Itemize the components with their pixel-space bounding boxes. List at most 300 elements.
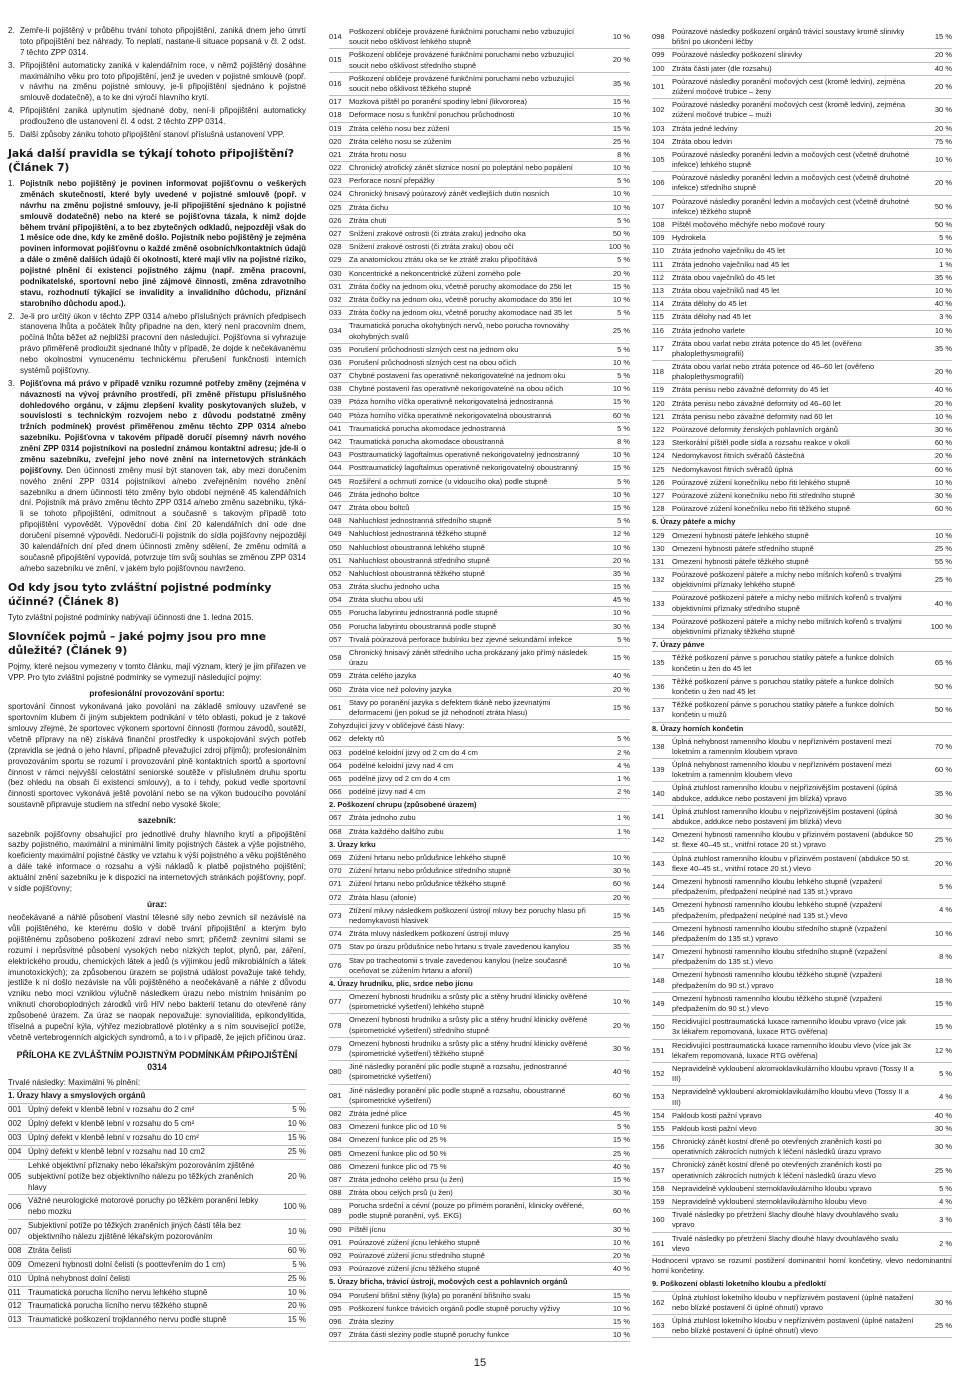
table-row: [329, 1250, 630, 1263]
table-row: [329, 852, 630, 865]
row-description: Poúrazové následky poškození slinivky: [672, 50, 803, 60]
table-row: [652, 853, 952, 876]
row-code: 093: [329, 1264, 342, 1274]
row-code: 119: [652, 385, 664, 395]
row-percent: 40 %: [934, 1110, 952, 1120]
row-description: Úplná nehybnost ramenního kloubu v nepříznivém postavení mezi loketním a ramenním kloubem vpravo: [672, 736, 892, 756]
row-code: 087: [329, 1174, 342, 1184]
section-6-heading: 6. Úrazy páteře a míchy: [652, 516, 952, 529]
row-description: Omezení hybnosti dolní čelisti (s poottevřením do 1 cm): [28, 1259, 226, 1269]
table-row: [8, 1287, 306, 1301]
item-number: 1.: [8, 179, 15, 189]
row-percent: 65 %: [934, 658, 952, 668]
table-row: [329, 96, 630, 109]
table-row: [329, 396, 630, 409]
row-description: Omezení hybnosti páteře středního stupně: [672, 543, 814, 553]
article-7-item-1: [8, 179, 306, 310]
row-code: 091: [329, 1237, 342, 1247]
row-percent: 10 %: [612, 489, 630, 499]
row-percent: 60 %: [934, 464, 952, 474]
row-description: Úplná ztuhlost ramenního kloubu v nejpříznivějším postavení (úplná abdukce, addukce nebo postavení jim blízká) vpravo: [672, 783, 898, 803]
row-code: 074: [329, 929, 342, 939]
row-percent: 30 %: [934, 1123, 952, 1133]
row-description: Subjektivní potíže po těžkých zraněních jiných částí těla bez objektivního nálezu zjištěné lékařským pozorováním: [28, 1221, 242, 1242]
row-description: Ztráta celého nosu se zúžením: [349, 136, 452, 146]
row-description: Porucha srdeční a cévní (pouze po přímém poranění, klinicky ověřené, podle stupně poranění, vyš. EKG): [349, 1201, 585, 1221]
row-description: Ztráta hrotu nosu: [349, 149, 407, 159]
table-row: [329, 162, 630, 175]
row-percent: 10 %: [287, 1287, 306, 1297]
row-description: Traumatické poškození trojklanného nervu podle stupně: [28, 1315, 227, 1325]
row-percent: 15 %: [287, 1133, 306, 1143]
row-code: 038: [329, 384, 342, 394]
table-row: [652, 530, 952, 543]
row-percent: 60 %: [934, 765, 952, 775]
row-percent: 20 %: [612, 555, 630, 565]
table-row: [652, 1233, 952, 1256]
row-description: podélné jizvy nad 4 cm: [349, 787, 426, 797]
row-percent: 50 %: [934, 220, 952, 229]
row-description: Omezení hybnosti hrudníku a srůsty plic a stěny hrudní klinicky ověřené (spirometrické vyšetření) středního stupně: [349, 1015, 588, 1035]
row-description: Ztráta každého dalšího zubu: [349, 826, 444, 836]
table-row: [652, 1016, 952, 1039]
row-description: Omezení hybnosti ramenního kloubu v přízinvém postavení (abdukce 50 st. flexe 40–45 st., vnitřní rotace 20 st.) vpravo: [672, 830, 913, 850]
row-percent: 15 %: [612, 281, 630, 291]
row-description: Omezení hybnosti hrudníku a srůsty plic a stěny hrudní klinicky ověřené (spirometrické vyšetření) lehkého stupně: [349, 992, 588, 1012]
row-code: 136: [652, 681, 665, 691]
table-row: [329, 747, 630, 760]
table-row: [329, 1014, 630, 1037]
row-description: Chronický zánět kostní dřeně po otevřených zraněních kostí po operativních zákrocích nutných k léčení následků úrazu vpravo: [672, 1137, 882, 1157]
row-code: 115: [652, 312, 664, 322]
table-row: [652, 477, 952, 490]
row-code: 008: [8, 1245, 22, 1255]
table-row: [329, 697, 630, 720]
row-description: Ztráta čočky na jednom oku, včetně poruchy akomodace do 35ti let: [349, 294, 572, 304]
row-code: 002: [8, 1119, 22, 1129]
row-percent: 10 %: [612, 202, 630, 212]
row-percent: 3 %: [939, 1215, 952, 1225]
row-code: 126: [652, 477, 665, 487]
row-description: Chronický hnisavý zánět středního ucha prokázaný jako přímý následek úrazu: [349, 648, 588, 668]
row-code: 070: [329, 866, 342, 876]
row-description: Ztížení mluvy následkem poškození ústrojí mluvy bez poruchy hlasu při nedomykavosti hlasivek: [349, 905, 586, 925]
article-6-items: [8, 26, 306, 141]
table-row: [329, 489, 630, 502]
row-code: 114: [652, 299, 664, 309]
row-description: Ztráta jednoho boltce: [349, 489, 420, 499]
table-row: [329, 1108, 630, 1121]
row-description: Těžké poškození pánve s poruchou statiky páteře a funkce dolních končetin u mužů: [672, 700, 894, 720]
row-percent: 10 %: [612, 997, 630, 1007]
row-code: 026: [329, 215, 342, 225]
row-percent: 30 %: [612, 866, 630, 876]
table-row: [652, 172, 952, 195]
table-section-5-cont: [652, 26, 952, 516]
row-code: 156: [652, 1142, 665, 1152]
row-code: 030: [329, 268, 342, 278]
table-row: [329, 423, 630, 436]
table-row: [652, 652, 952, 675]
table-row: [329, 1237, 630, 1250]
row-description: Koncentrické a nekoncentrické zúžení zorného pole: [349, 268, 521, 278]
row-code: 053: [329, 582, 342, 592]
table-row: [8, 1300, 306, 1314]
row-description: Nepravidelně vykloubení akromioklavikulárního kloubu vlevo (Tossy II a III): [672, 1087, 909, 1107]
row-code: 012: [8, 1301, 22, 1311]
row-description: Ztráta sluchu jednoho ucha: [349, 582, 440, 592]
row-code: 033: [329, 308, 342, 318]
item-number: 5.: [8, 129, 15, 139]
row-description: Úplná ztuhlost ramenního kloubu v přízinvém postavení (abdukce 50 st. flexe 40–45 st., vnitřní rotace 20 st.) vlevo: [672, 853, 911, 873]
table-section-9: [652, 1292, 952, 1339]
row-percent: 25 %: [934, 575, 952, 585]
row-description: Snížení zrakové ostrosti (či ztráta zraku) obou očí: [349, 242, 514, 252]
row-percent: 10 %: [612, 32, 630, 42]
row-description: Deformace nosu s funkční poruchou průchodnosti: [349, 110, 515, 120]
row-description: Zúžení hrtanu nebo průdušnice lehkého stupně: [349, 853, 506, 862]
article-9-intro: Pojmy, které nejsou vymezeny v tomto článku, mají význam, který je jim přiřazen ve VPP. Pro tyto zvláštní pojistné podmínky se vymezují následující pojmy:: [8, 662, 306, 683]
row-description: Ztráta obou ledvin: [672, 136, 733, 146]
row-percent: 30 %: [612, 621, 630, 631]
row-code: 014: [329, 32, 342, 42]
row-code: 142: [652, 835, 665, 845]
table-row: [652, 1136, 952, 1159]
row-percent: 15 %: [612, 702, 630, 712]
table-row: [329, 568, 630, 581]
table-row: [329, 634, 630, 647]
row-percent: 60 %: [612, 1206, 630, 1216]
row-percent: 40 %: [934, 63, 952, 73]
row-percent: 15 %: [612, 910, 630, 920]
table-row: [329, 1148, 630, 1161]
table-row: [329, 928, 630, 941]
table-row: [329, 1038, 630, 1061]
row-code: 010: [8, 1273, 22, 1283]
row-code: 106: [652, 178, 665, 188]
row-code: 084: [329, 1135, 342, 1145]
row-percent: 45 %: [612, 595, 630, 605]
item-number: 3.: [8, 378, 15, 388]
row-code: 050: [329, 542, 342, 552]
table-row: [329, 26, 630, 49]
row-code: 159: [652, 1197, 665, 1206]
row-description: Nahluchlost jednostranná středního stupně: [349, 516, 492, 526]
row-code: 124: [652, 451, 665, 461]
row-code: 051: [329, 555, 342, 565]
row-description: Omezení hybnosti ramenního kloubu těžkého stupně (vzpažení předpažením do 90 st.) vpravo: [672, 970, 883, 990]
row-description: Ptóza horního víčka operativně nekorigovatelná oboustranná: [349, 410, 552, 420]
row-description: Poúrazové zúžení konečníku nebo řiti středního stupně: [672, 490, 856, 500]
row-percent: 100 %: [283, 1201, 306, 1211]
row-description: Omezení hybnosti páteře těžkého stupně: [672, 556, 809, 566]
row-code: 022: [329, 163, 342, 173]
table-row: [652, 450, 952, 463]
numbered-item: [8, 130, 306, 141]
table-row: [329, 1174, 630, 1187]
row-percent: 5 %: [617, 308, 630, 318]
table-row: [652, 26, 952, 49]
column-middle: [329, 26, 630, 1342]
row-description: Poúrazové následky poranění ledvin a močových cest (včetně druhotné infekce) středního stupně: [672, 173, 910, 193]
row-description: Rozšíření a ochrnutí zornice (u vidoucího oka) podle stupně: [349, 476, 548, 486]
item-text: [20, 379, 306, 575]
row-description: Úplná ztuhlost loketního kloubu v nepříznivém postavení (úplné natažení nebo blízké postavení či úplné ohnutí) vpravo: [672, 1292, 914, 1312]
table-row: [329, 73, 630, 96]
row-code: 028: [329, 242, 342, 252]
item-text: Připojištění automaticky zaniká v kalendářním roce, v němž pojištěný dosáhne maximálního věku pro toto připojištění, jenž je uveden v pojistné smlouvě (popř. v návrhu na změnu pojistné smlouvy, je-li připojištění sjednáno k pojistné smlouvě dodatečně), a to ke dni výročí hlavního krytí.: [20, 60, 306, 103]
row-code: 135: [652, 658, 665, 668]
row-code: 104: [652, 136, 665, 146]
row-percent: 25 %: [934, 835, 952, 845]
row-percent: 35 %: [612, 568, 630, 578]
row-description: Ztráta celého nosu bez zúžení: [349, 123, 450, 133]
row-code: 116: [652, 325, 664, 335]
table-row: [329, 955, 630, 978]
row-code: 029: [329, 255, 342, 265]
table-row: [652, 232, 952, 245]
row-code: 097: [329, 1330, 342, 1340]
table-row: [652, 136, 952, 149]
row-percent: 15 %: [612, 653, 630, 663]
row-percent: 20 %: [612, 1020, 630, 1030]
row-code: 006: [8, 1201, 22, 1211]
article-7-item-2: [8, 312, 306, 377]
row-percent: 12 %: [612, 529, 630, 539]
row-description: Ztráta jedné plíce: [349, 1108, 407, 1118]
row-percent: 15 %: [612, 1316, 630, 1326]
row-percent: 15 %: [612, 1290, 630, 1300]
table-row: [652, 99, 952, 122]
row-description: Těžké poškození pánve s poruchou statiky páteře a funkce dolních končetin u žen nad 45 let: [672, 676, 894, 696]
row-percent: 5 %: [617, 734, 630, 744]
table-section-3: [329, 852, 630, 978]
heading-article-7: Jaká další pravidla se týkají tohoto připojištění? (Článek 7): [8, 146, 294, 175]
table-row: [329, 344, 630, 357]
row-description: Omezení hybnosti ramenního kloubu středního stupně (vzpažení předpažením do 135 st.) vlevo: [672, 947, 888, 967]
row-percent: 35 %: [934, 788, 952, 798]
row-description: Poúrazové následky poranění ledvin a močových cest (včetně druhotné infekce) lehkého stupně: [672, 149, 910, 170]
row-percent: 20 %: [612, 684, 630, 694]
row-code: 061: [329, 702, 342, 712]
row-percent: 60 %: [934, 504, 952, 514]
row-description: Ztráta jednoho zubu: [349, 813, 416, 823]
table-row: [652, 923, 952, 946]
row-percent: 60 %: [612, 410, 630, 420]
row-percent: 4 %: [939, 1197, 952, 1206]
row-percent: 20 %: [287, 1301, 306, 1311]
table-row: [329, 684, 630, 697]
row-code: 044: [329, 463, 342, 473]
table-row: [329, 991, 630, 1014]
row-code: 086: [329, 1161, 342, 1171]
row-percent: 15 %: [612, 1174, 630, 1184]
row-code: 071: [329, 879, 342, 889]
table-row: [329, 773, 630, 786]
row-description: Za anatomickou ztrátu oka se ke ztrátě zraku připočítává: [349, 255, 538, 265]
row-description: Ztráta jedné ledviny: [672, 123, 738, 133]
row-description: Poúrazové následky poranění močových cest (kromě ledvin), zejména zúžení močové trubice – ženy: [672, 76, 906, 96]
row-code: 128: [652, 504, 665, 514]
row-code: 007: [8, 1226, 22, 1236]
row-description: Vážné neurologické motorové poruchy po těžkém poranění lebky nebo mozku: [28, 1196, 259, 1217]
row-percent: 4 %: [939, 905, 952, 915]
table-row: [652, 338, 952, 361]
table-row: [652, 1063, 952, 1086]
term-sazebnik-definition: sazebník pojišťovny obsahující pro jednotlivé druhy hlavního krytí a připojištění sazby pojistného, maximální a minimální limity pojistných částek a výše pojistného, koeficienty maximální pojistné částky ve vztahu k výši pojistného a věku pojištěného a dále také informace o rozsahu a výši nákladů k platbě pojistného pojištění; aktuální znění sazebníku je k dispozici na internetových stránkách pojišťovny, popř. v sídle pojišťovny;: [8, 829, 306, 893]
row-code: 158: [652, 1183, 665, 1193]
row-code: 163: [652, 1320, 665, 1330]
row-code: 049: [329, 529, 342, 539]
row-description: Porucha labyrintu jednostranná podle stupně: [349, 608, 498, 618]
row-description: Ztráta dělohy do 45 let: [672, 299, 747, 309]
row-description: Poúrazové poškození páteře a míchy nebo míšních kořenů s trvalými objektivními příznaky lehkého stupně: [672, 570, 902, 590]
row-description: Poškození funkce trávicích orgánů podle stupně poruchy výživy: [349, 1303, 560, 1313]
row-description: Ztráta penisu nebo závažné deformity nad 60 let: [672, 411, 833, 421]
row-percent: 50 %: [934, 201, 952, 211]
row-description: Recidivující posttraumatická luxace ramenního kloubu vlevo (více jak 3x lékařem repomovaná, luxace RTG ověřena): [672, 1040, 911, 1060]
table-row: [329, 215, 630, 228]
row-description: Mozková píštěl po poranění spodiny lební (likvororea): [349, 97, 528, 107]
row-code: 125: [652, 464, 665, 474]
row-code: 133: [652, 598, 665, 608]
row-description: Omezení hybnosti páteře lehkého stupně: [672, 530, 809, 540]
table-section-1: [8, 1104, 306, 1328]
table-row: [329, 1085, 630, 1108]
row-code: 018: [329, 110, 342, 120]
table-row: [329, 786, 630, 799]
term-profesional-sport: profesionální provozování sportu:: [89, 687, 225, 698]
table-row: [329, 449, 630, 462]
table-row: [329, 528, 630, 541]
item-number: 3.: [8, 60, 15, 70]
item-number: 4.: [8, 106, 15, 116]
table-row: [652, 298, 952, 311]
row-description: Ztráta jednoho varlete: [672, 325, 745, 335]
row-percent: 20 %: [934, 81, 952, 91]
table-row: [329, 1316, 630, 1329]
table-section-2: [329, 812, 630, 838]
row-code: 042: [329, 437, 342, 446]
row-percent: 25 %: [287, 1273, 306, 1283]
row-code: 039: [329, 397, 342, 407]
row-description: Poúrazové následky poranění ledvin a močových cest (včetně druhotné infekce) těžkého stupně: [672, 196, 910, 216]
row-description: Porucha labyrintu oboustranná podle stupně: [349, 621, 497, 631]
row-code: 082: [329, 1108, 342, 1118]
table-row: [329, 1134, 630, 1147]
row-description: Ztráta obou vaječníků do 45 let: [672, 272, 775, 282]
row-percent: 40 %: [934, 299, 952, 309]
page-number: 15: [473, 1357, 487, 1369]
row-percent: 5 %: [939, 882, 952, 892]
table-row: [329, 149, 630, 162]
row-percent: 25 %: [612, 136, 630, 146]
row-percent: 5 %: [617, 371, 630, 381]
row-description: Úplná nehybnost ramenního kloubu v nepříznivém postavení mezi loketním a ramenním kloubem vlevo: [672, 760, 892, 780]
row-code: 073: [329, 910, 342, 920]
row-percent: 15 %: [612, 1135, 630, 1145]
table-row: [329, 1263, 630, 1276]
row-description: Porušení břišní stěny (kýla) po poranění břišního svalu: [349, 1290, 531, 1300]
row-percent: 10 %: [612, 357, 630, 367]
row-code: 032: [329, 294, 342, 304]
table-row: [652, 1086, 952, 1109]
table-row: [329, 1200, 630, 1223]
table-row: [8, 1146, 306, 1160]
row-code: 054: [329, 595, 342, 605]
table-row: [652, 759, 952, 782]
table-row: [652, 311, 952, 324]
row-code: 112: [652, 272, 664, 282]
row-description: Poúrazové deformity ženských pohlavních orgánů: [672, 425, 838, 434]
row-code: 027: [329, 229, 342, 238]
row-code: 160: [652, 1215, 665, 1225]
table-row: [329, 357, 630, 370]
row-description: Ztráta sleziny: [349, 1316, 394, 1326]
table-row: [329, 594, 630, 607]
row-percent: 40 %: [612, 1067, 630, 1077]
table-row: [652, 63, 952, 76]
row-description: Nahluchlost jednostranná těžkého stupně: [349, 529, 487, 539]
table-row: [329, 647, 630, 670]
row-code: 047: [329, 502, 342, 512]
row-description: Ztráta více než poloviny jazyka: [349, 684, 452, 694]
table-row: [329, 878, 630, 891]
row-description: Omezení funkce plic od 50 %: [349, 1148, 447, 1158]
table-row: [652, 699, 952, 722]
row-description: Poúrazové zúžení konečníku nebo řiti lehkého stupně: [672, 477, 851, 487]
row-code: 034: [329, 326, 342, 336]
table-row: [329, 555, 630, 568]
table-row: [329, 254, 630, 267]
row-description: Nedomykavost řitních svěračů částečná: [672, 451, 805, 461]
table-row: [329, 1187, 630, 1200]
row-code: 085: [329, 1148, 342, 1158]
table-row: [652, 285, 952, 298]
row-description: Omezení funkce plic od 10 %: [349, 1122, 447, 1132]
row-percent: 10 %: [934, 154, 952, 164]
row-percent: 20 %: [934, 367, 952, 377]
row-percent: 5 %: [617, 634, 630, 644]
row-code: 089: [329, 1206, 342, 1216]
table-row: [329, 370, 630, 383]
row-code: 063: [329, 747, 342, 757]
row-percent: 10 %: [612, 163, 630, 173]
row-percent: 20 %: [934, 398, 952, 408]
row-percent: 5 %: [292, 1259, 306, 1269]
row-code: 023: [329, 176, 342, 186]
table-row: [652, 782, 952, 805]
row-code: 146: [652, 928, 665, 938]
row-code: 080: [329, 1067, 342, 1077]
row-percent: 5 %: [939, 233, 952, 243]
row-description: podélné keloidní jizvy od 2 cm do 4 cm: [349, 747, 478, 757]
table-row: [329, 436, 630, 449]
row-code: 077: [329, 997, 342, 1007]
row-percent: 10 %: [934, 477, 952, 487]
row-code: 083: [329, 1122, 342, 1132]
row-code: 045: [329, 476, 342, 486]
row-code: 048: [329, 516, 342, 526]
table-row: [329, 123, 630, 136]
row-code: 024: [329, 189, 342, 199]
row-percent: 20 %: [934, 178, 952, 188]
row-percent: 30 %: [934, 425, 952, 434]
row-code: 145: [652, 905, 665, 915]
row-code: 121: [652, 411, 665, 421]
table-row: [329, 1161, 630, 1174]
row-percent: 1 %: [617, 773, 630, 783]
